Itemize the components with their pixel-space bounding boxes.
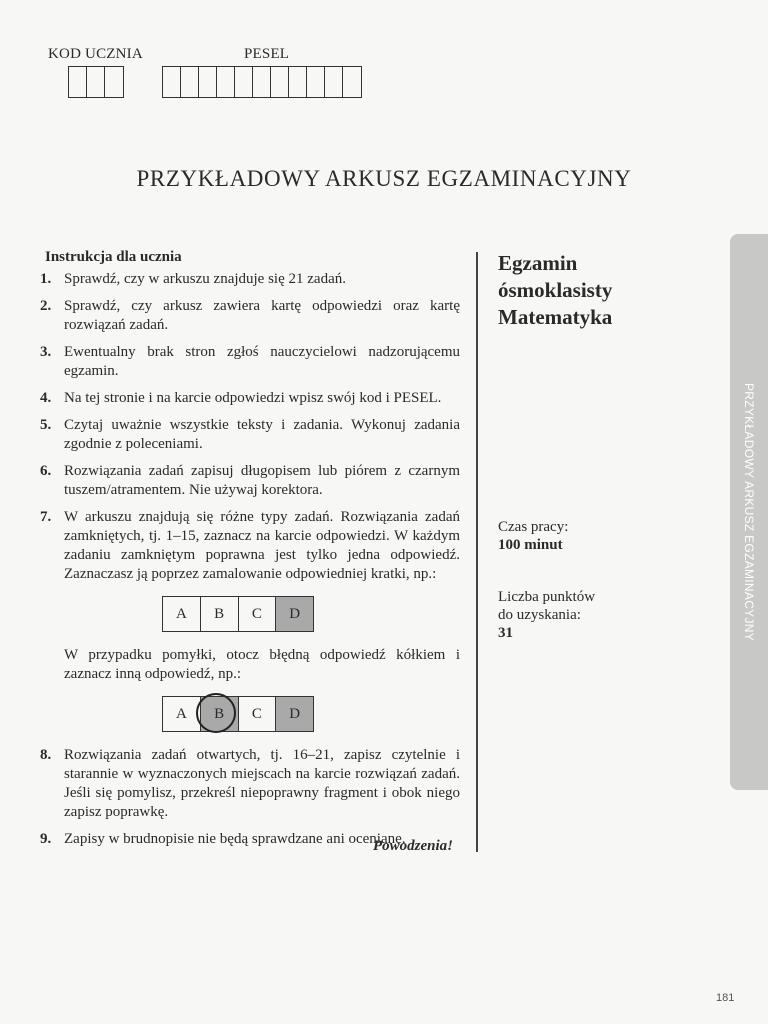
option-d-filled: D: [276, 697, 313, 731]
pesel-box[interactable]: [271, 67, 289, 97]
pesel-box[interactable]: [217, 67, 235, 97]
kod-box[interactable]: [69, 67, 87, 97]
kod-box[interactable]: [105, 67, 123, 97]
page-title: PRZYKŁADOWY ARKUSZ EGZAMINACYJNY: [136, 166, 632, 191]
option-a: A: [163, 697, 201, 731]
instructions-list: [40, 270, 460, 857]
pesel-box[interactable]: [325, 67, 343, 97]
list-item: 5. Czytaj uważnie wszystkie teksty i zadania. Wykonuj zadania zgodnie z poleceniami.: [40, 417, 460, 452]
instructions-heading: Instrukcja dla ucznia: [45, 249, 182, 265]
column-divider: [476, 252, 478, 852]
kod-ucznia-boxes[interactable]: [68, 66, 124, 98]
option-d-filled: D: [276, 597, 313, 631]
answer-example-corrected: [162, 696, 314, 732]
kod-ucznia-label: KOD UCZNIA: [48, 46, 143, 62]
list-item: 6. Rozwiązania zadań zapisuj długopisem lub piórem z czarnym tuszem/atramentem. Nie używaj korektora.: [40, 463, 460, 498]
correction-circle: [196, 693, 236, 733]
list-item: W przypadku pomyłki, otocz błędną odpowiedź kółkiem i zaznacz inną odpowiedź, np.: A B C D: [40, 646, 460, 732]
side-tab: PRZYKŁADOWY ARKUSZ EGZAMINACYJNY: [730, 234, 768, 790]
list-item: 1. Sprawdź, czy w arkuszu znajduje się 21 zadań.: [40, 271, 346, 287]
closing-text: Powodzenia!: [373, 838, 454, 854]
pesel-box[interactable]: [199, 67, 217, 97]
pesel-box[interactable]: [253, 67, 271, 97]
list-item: 2. Sprawdź, czy arkusz zawiera kartę odpowiedzi oraz kartę rozwiązań zadań.: [40, 298, 460, 333]
pesel-box[interactable]: [343, 67, 361, 97]
option-a: A: [163, 597, 201, 631]
pesel-box[interactable]: [307, 67, 325, 97]
pesel-label: PESEL: [244, 46, 290, 62]
pesel-box[interactable]: [289, 67, 307, 97]
page-number: 181: [716, 992, 735, 1004]
exam-title: Egzamin ósmoklasisty Matematyka: [498, 251, 613, 329]
pesel-box[interactable]: [235, 67, 253, 97]
pesel-box[interactable]: [163, 67, 181, 97]
pesel-box[interactable]: [181, 67, 199, 97]
kod-box[interactable]: [87, 67, 105, 97]
pesel-boxes[interactable]: [162, 66, 362, 98]
option-c: C: [239, 597, 277, 631]
option-b-circled: B: [201, 697, 239, 731]
exam-points: Liczba punktów do uzyskania: 31: [498, 589, 596, 641]
list-item: 4. Na tej stronie i na karcie odpowiedzi wpisz swój kod i PESEL.: [40, 390, 442, 406]
list-item: 7. W arkuszu znajdują się różne typy zadań. Rozwiązania zadań zamkniętych, tj. 1–15, zaznacz na karcie odpowiedzi. W każdym zadaniu zamkniętym poprawna jest tylko jedna odpowiedź. Zaznaczasz ją poprzez zamalowanie odpowiedniej kratki, np.: A B C D: [40, 508, 460, 632]
answer-example-filled: [162, 596, 314, 632]
exam-time: Czas pracy: 100 minut: [498, 519, 569, 553]
list-item: 9. Zapisy w brudnopisie nie będą sprawdzane ani oceniane.: [40, 831, 406, 847]
list-item: 8. Rozwiązania zadań otwartych, tj. 16–21, zapisz czytelnie i starannie w wyznaczonych miejscach na karcie rozwiązań zadań. Jeśli się pomylisz, przekreśl niepoprawny fragment i obok niego zapisz poprawkę.: [40, 747, 460, 820]
option-c: C: [239, 697, 277, 731]
option-b: B: [201, 597, 239, 631]
list-item: 3. Ewentualny brak stron zgłoś nauczycielowi nadzorującemu egzamin.: [40, 344, 460, 379]
